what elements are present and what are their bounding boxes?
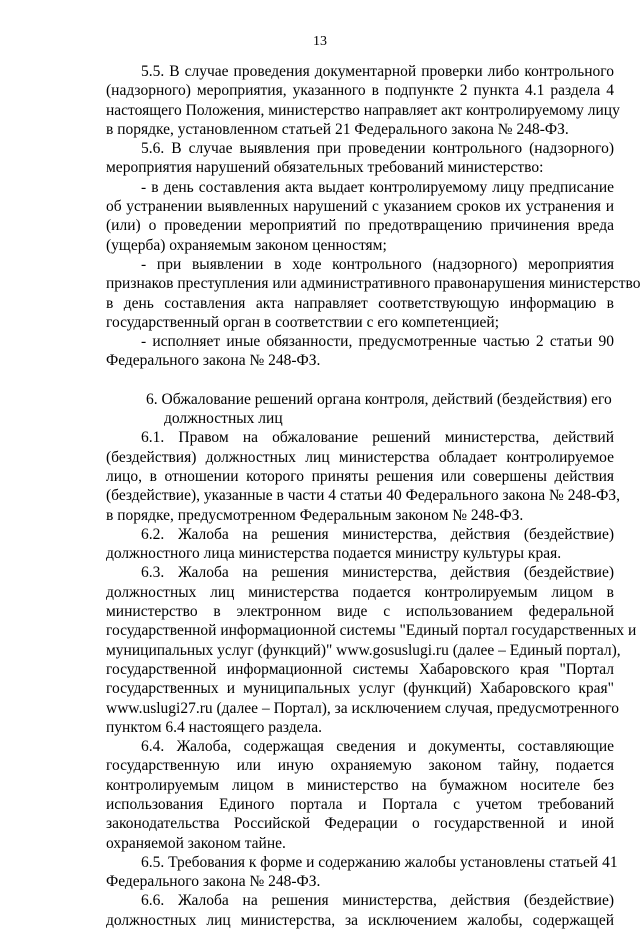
text-line: законодательства Российской Федерации о государственной и иной bbox=[106, 815, 614, 833]
text-line: настоящего Положения, министерство направляет акт контролируемому лицу bbox=[106, 101, 620, 119]
text-line: мероприятия нарушений обязательных требований министерство: bbox=[106, 159, 544, 177]
text-line: должностных лиц министерства, за исключением жалобы, содержащей bbox=[106, 911, 614, 929]
para-6-4 bbox=[106, 737, 614, 853]
text-line: министерство в электронном виде с использованием федеральной bbox=[106, 603, 614, 621]
text-line: 6. Обжалование решений органа контроля, действий (бездействия) его bbox=[146, 390, 612, 408]
text-line: контролируемым лицом в министерство на бумажном носителе без bbox=[106, 776, 614, 794]
text-line: Федерального закона № 248-ФЗ. bbox=[106, 873, 321, 891]
text-line: (надзорного) мероприятия, указанного в подпункте 2 пункта 4.1 раздела 4 bbox=[106, 82, 614, 100]
text-line: об устранении выявленных нарушений с указанием сроков их устранения и bbox=[106, 198, 614, 216]
text-line: в день составления акта направляет соответствующую информацию в bbox=[106, 294, 614, 312]
text-line: 6.2. Жалоба на решения министерства, действия (бездействие) bbox=[141, 525, 614, 543]
text-line: 6.3. Жалоба на решения министерства, действия (бездействие) bbox=[141, 564, 614, 582]
text-line: государственную или иную охраняемую законом тайну, подается bbox=[106, 757, 614, 775]
section-6-heading bbox=[146, 390, 614, 429]
text-line: - в день составления акта выдает контролируемому лицу предписание bbox=[141, 178, 614, 196]
list-item-other-duties bbox=[106, 332, 614, 371]
text-line: Федерального закона № 248-ФЗ. bbox=[106, 352, 321, 370]
text-line: должностных лиц министерства подается контролируемым лицом в bbox=[106, 583, 614, 601]
document-body bbox=[106, 62, 640, 930]
para-5-5 bbox=[106, 62, 620, 139]
text-line: (ущерба) охраняемым законом ценностям; bbox=[106, 236, 387, 254]
para-6-6 bbox=[106, 891, 614, 930]
para-6-1 bbox=[106, 428, 620, 524]
text-line: 6.6. Жалоба на решения министерства, действия (бездействие) bbox=[141, 892, 614, 910]
para-6-2 bbox=[106, 525, 614, 564]
para-5-6 bbox=[106, 139, 614, 178]
text-line: государственной информационной системы "Единый портал государственных и bbox=[106, 622, 637, 640]
text-line: государственный орган в соответствии с его компетенцией; bbox=[106, 313, 499, 331]
text-line: 5.5. В случае проведения документарной проверки либо контрольного bbox=[141, 63, 614, 80]
text-line: охраняемой законом тайне. bbox=[106, 834, 286, 852]
text-line: пунктом 6.4 настоящего раздела. bbox=[106, 718, 322, 736]
text-line: в порядке, установленном статьей 21 Федерального закона № 248-ФЗ. bbox=[106, 120, 569, 138]
text-line: лицо, в отношении которого приняты решения или совершены действия bbox=[106, 467, 614, 485]
text-line: 6.4. Жалоба, содержащая сведения и документы, составляющие bbox=[141, 738, 614, 756]
text-line: 6.5. Требования к форме и содержанию жалобы установлены статьей 41 bbox=[141, 853, 618, 871]
text-line: www.uslugi27.ru (далее – Портал), за исключением случая, предусмотренного bbox=[106, 699, 619, 717]
page-number: 13 bbox=[313, 34, 327, 49]
text-line: государственной информационной системы Хабаровского края "Портал bbox=[106, 660, 614, 678]
text-line: должностного лица министерства подается министру культуры края. bbox=[106, 545, 562, 563]
text-line: - при выявлении в ходе контрольного (надзорного) мероприятия bbox=[141, 255, 614, 273]
text-line: в порядке, предусмотренном Федеральным законом № 248-ФЗ. bbox=[106, 506, 524, 524]
para-6-3 bbox=[106, 563, 637, 737]
text-line: должностных лиц bbox=[164, 410, 283, 428]
text-line: 5.6. В случае выявления при проведении контрольного (надзорного) bbox=[141, 140, 614, 158]
text-line: (или) о проведении мероприятий по предотвращению причинения вреда bbox=[106, 217, 614, 235]
text-line: - исполняет иные обязанности, предусмотренные частью 2 статьи 90 bbox=[141, 333, 614, 351]
list-item-issue-order bbox=[106, 178, 614, 255]
text-line: 6.1. Правом на обжалование решений министерства, действий bbox=[141, 429, 614, 447]
text-line: государственных и муниципальных услуг (функций) Хабаровского края" bbox=[106, 680, 614, 698]
text-line: (бездействие), указанные в части 4 статьи 40 Федерального закона № 248-ФЗ, bbox=[106, 487, 620, 505]
list-item-crime-signs bbox=[106, 255, 640, 332]
para-6-5 bbox=[106, 853, 618, 892]
text-line: использования Единого портала и Портала с учетом требований bbox=[106, 795, 614, 813]
text-line: признаков преступления или административного правонарушения министерство bbox=[106, 275, 640, 293]
text-line: (бездействия) должностных лиц министерства обладает контролируемое bbox=[106, 448, 614, 466]
text-line: муниципальных услуг (функций)" www.gosuslugi.ru (далее – Единый портал), bbox=[106, 641, 621, 659]
